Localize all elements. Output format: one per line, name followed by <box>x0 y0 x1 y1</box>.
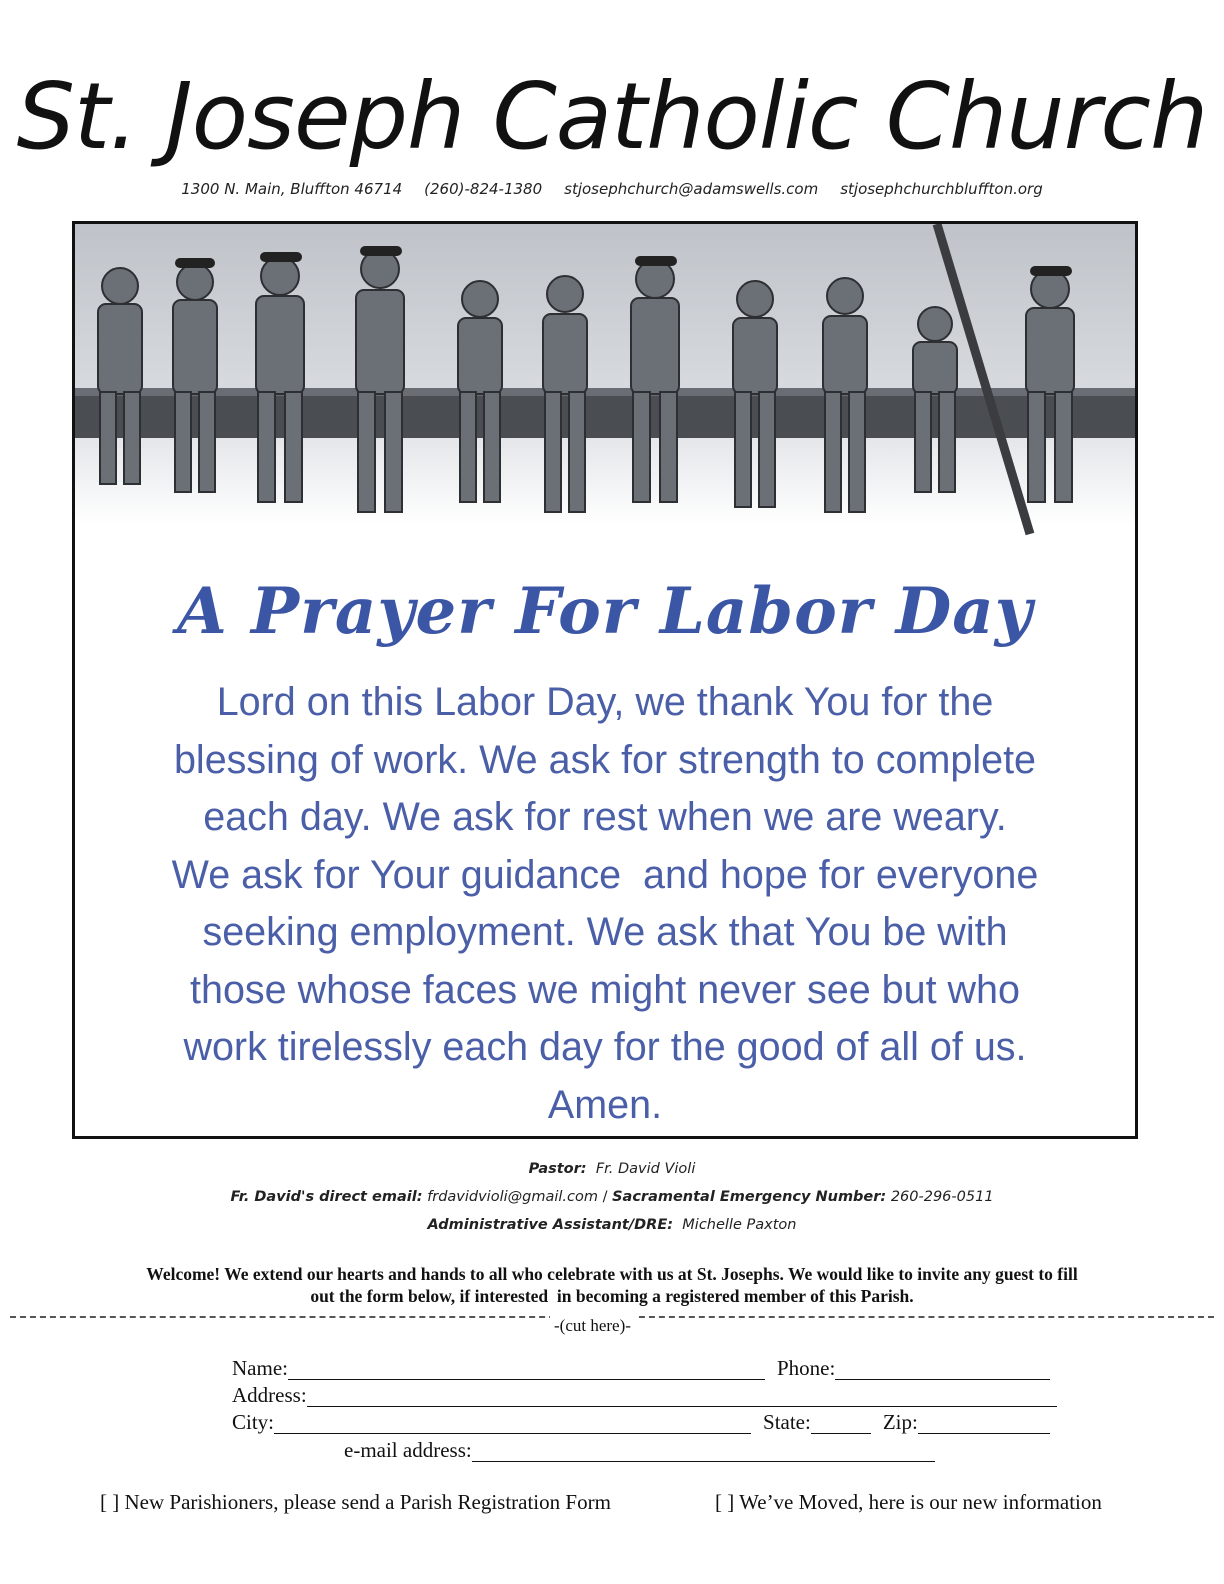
staff-info <box>0 1155 1224 1239</box>
prayer-line: seeking employment. We ask that You be with <box>202 910 1008 954</box>
email-address-field[interactable] <box>472 1441 935 1462</box>
labor-day-flyer <box>72 221 1138 1139</box>
emergency-label: Sacramental Emergency Number: <box>612 1189 887 1205</box>
contact-line <box>0 180 1224 198</box>
workers-photo <box>75 224 1135 584</box>
zip-field[interactable] <box>918 1413 1050 1434</box>
flyer-heading: A Prayer For Labor Day <box>177 574 1033 649</box>
new-parishioners-checkbox[interactable]: [ ] New Parishioners, please send a Parish Registration Form <box>100 1490 611 1514</box>
pastor-email[interactable]: frdavidvioli@gmail.com <box>427 1189 598 1205</box>
prayer-line: each day. We ask for rest when we are weary. <box>203 795 1007 839</box>
email-address-label: e-mail address: <box>344 1438 472 1462</box>
prayer-line: those whose faces we might never see but who <box>190 967 1020 1012</box>
prayer-line: blessing of work. We ask for strength to complete <box>173 737 1037 782</box>
name-label: Name: <box>232 1356 288 1380</box>
prayer-line: Amen. <box>547 1082 663 1127</box>
pastor-label: Pastor: <box>528 1161 587 1177</box>
phone: (260)-824-1380 <box>424 180 543 198</box>
address-label: Address: <box>232 1383 307 1407</box>
city-row <box>232 1410 1050 1434</box>
address: 1300 N. Main, Bluffton 46714 <box>181 180 403 198</box>
name-row <box>232 1356 1050 1380</box>
prayer-line: Lord on this Labor Day, we thank You for the <box>216 680 994 724</box>
zip-label: Zip: <box>882 1410 918 1434</box>
phone-field[interactable] <box>835 1359 1050 1380</box>
emergency-number: 260-296-0511 <box>890 1189 994 1205</box>
state-label: State: <box>763 1410 811 1434</box>
city-label: City: <box>232 1410 275 1434</box>
name-field[interactable] <box>288 1359 765 1380</box>
address-field[interactable] <box>307 1386 1057 1407</box>
prayer-line: work tirelessly each day for the good of all of us. <box>183 1025 1027 1069</box>
welcome-line-1: Welcome! We extend our hearts and hands to all who celebrate with us at St. Josephs. We would like to invite any guest to fill <box>146 1264 1078 1284</box>
assistant-label: Administrative Assistant/DRE: <box>427 1217 674 1233</box>
assistant-name: Michelle Paxton <box>682 1217 797 1233</box>
city-field[interactable] <box>274 1413 751 1434</box>
prayer-line: We ask for Your guidance and hope for everyone <box>171 852 1039 897</box>
separator: / <box>602 1189 608 1205</box>
email-row <box>344 1438 935 1462</box>
state-field[interactable] <box>811 1413 871 1434</box>
welcome-message <box>60 1263 1164 1307</box>
email[interactable]: stjosephchurch@adamswells.com <box>564 180 819 198</box>
prayer-text <box>95 674 1115 1134</box>
pastor-name: Fr. David Violi <box>595 1161 696 1177</box>
welcome-line-2: out the form below, if interested in becoming a registered member of this Parish. <box>310 1286 914 1306</box>
website[interactable]: stjosephchurchbluffton.org <box>840 180 1043 198</box>
phone-label: Phone: <box>776 1356 836 1380</box>
cut-here-label: -(cut here)- <box>550 1316 635 1336</box>
moved-checkbox[interactable]: [ ] We’ve Moved, here is our new information <box>715 1490 1102 1514</box>
email-label: Fr. David's direct email: <box>230 1189 423 1205</box>
church-title: St. Joseph Catholic Church <box>16 63 1208 170</box>
address-row <box>232 1383 1057 1407</box>
